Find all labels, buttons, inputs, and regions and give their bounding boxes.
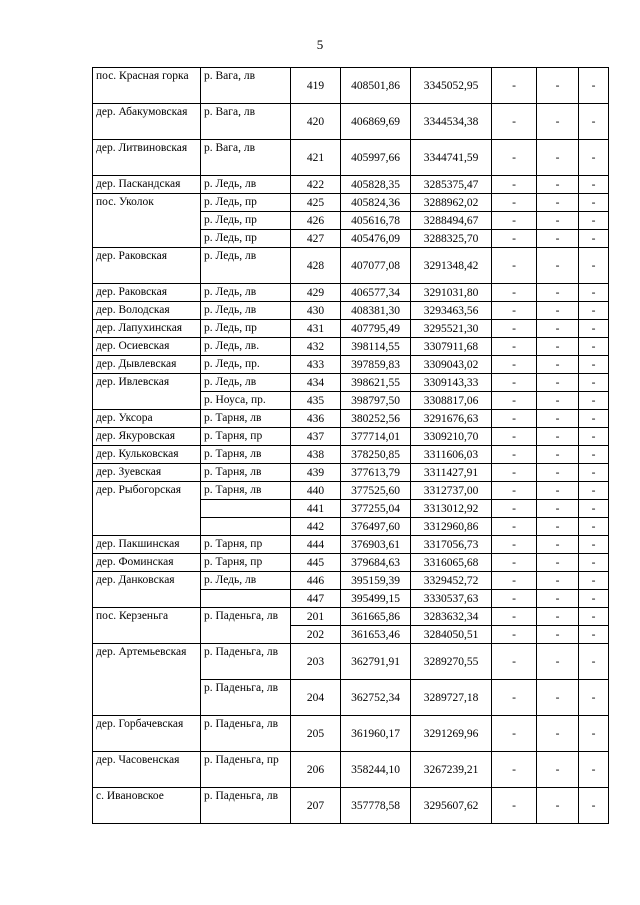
settlement-coordinates-table [92, 67, 609, 824]
river-cell: р. Вага, лв [201, 68, 291, 104]
coord-x-cell: 380252,56 [341, 410, 411, 428]
point-number-cell: 438 [291, 446, 341, 464]
point-number-cell: 433 [291, 356, 341, 374]
dash-cell: - [537, 482, 579, 500]
coord-y-cell: 3317056,73 [411, 536, 492, 554]
coord-x-cell: 405997,66 [341, 140, 411, 176]
dash-cell: - [537, 536, 579, 554]
table-row [93, 374, 609, 392]
coord-x-cell: 376903,61 [341, 536, 411, 554]
coord-y-cell: 3291269,96 [411, 716, 492, 752]
point-number-cell: 446 [291, 572, 341, 590]
river-cell [201, 500, 291, 518]
point-number-cell: 435 [291, 392, 341, 410]
dash-cell: - [579, 680, 609, 716]
dash-cell: - [579, 68, 609, 104]
dash-cell: - [537, 464, 579, 482]
dash-cell: - [579, 338, 609, 356]
dash-cell: - [579, 392, 609, 410]
table-row [93, 482, 609, 500]
coord-y-cell: 3283632,34 [411, 608, 492, 626]
dash-cell: - [492, 482, 537, 500]
dash-cell: - [492, 68, 537, 104]
dash-cell: - [579, 410, 609, 428]
dash-cell: - [537, 194, 579, 212]
dash-cell: - [492, 716, 537, 752]
river-cell: р. Паденьга, пр [201, 752, 291, 788]
river-cell: р. Ледь, лв [201, 284, 291, 302]
dash-cell: - [537, 104, 579, 140]
dash-cell: - [579, 590, 609, 608]
table-row [93, 428, 609, 446]
table-row [93, 608, 609, 626]
table-row [93, 320, 609, 338]
dash-cell: - [492, 788, 537, 824]
dash-cell: - [537, 356, 579, 374]
point-number-cell: 427 [291, 230, 341, 248]
dash-cell: - [492, 428, 537, 446]
settlement-cell: дер. Ивлевская [93, 374, 201, 410]
dash-cell: - [579, 248, 609, 284]
coord-x-cell: 405476,09 [341, 230, 411, 248]
coord-y-cell: 3309210,70 [411, 428, 492, 446]
river-cell: р. Ледь, лв [201, 248, 291, 284]
coord-y-cell: 3267239,21 [411, 752, 492, 788]
table-row [93, 752, 609, 788]
coord-y-cell: 3308817,06 [411, 392, 492, 410]
point-number-cell: 419 [291, 68, 341, 104]
table-row [93, 554, 609, 572]
coord-y-cell: 3330537,63 [411, 590, 492, 608]
coord-x-cell: 397859,83 [341, 356, 411, 374]
table-row [93, 356, 609, 374]
point-number-cell: 444 [291, 536, 341, 554]
point-number-cell: 431 [291, 320, 341, 338]
point-number-cell: 445 [291, 554, 341, 572]
coord-x-cell: 406869,69 [341, 104, 411, 140]
table-row [93, 410, 609, 428]
coord-y-cell: 3309043,02 [411, 356, 492, 374]
river-cell: р. Тарня, пр [201, 428, 291, 446]
river-cell: р. Ледь, пр [201, 230, 291, 248]
river-cell: р. Вага, лв [201, 104, 291, 140]
dash-cell: - [537, 500, 579, 518]
dash-cell: - [579, 716, 609, 752]
dash-cell: - [579, 428, 609, 446]
coord-x-cell: 362791,91 [341, 644, 411, 680]
dash-cell: - [492, 608, 537, 626]
dash-cell: - [579, 320, 609, 338]
river-cell: р. Ледь, пр [201, 194, 291, 212]
coord-x-cell: 398621,55 [341, 374, 411, 392]
dash-cell: - [537, 680, 579, 716]
coord-y-cell: 3307911,68 [411, 338, 492, 356]
coord-x-cell: 361960,17 [341, 716, 411, 752]
settlement-cell: дер. Горбачевская [93, 716, 201, 752]
dash-cell: - [579, 374, 609, 392]
point-number-cell: 206 [291, 752, 341, 788]
settlement-cell: дер. Осиевская [93, 338, 201, 356]
table-body [93, 68, 609, 824]
point-number-cell: 204 [291, 680, 341, 716]
coord-x-cell: 405824,36 [341, 194, 411, 212]
settlement-cell: дер. Литвиновская [93, 140, 201, 176]
coord-y-cell: 3313012,92 [411, 500, 492, 518]
dash-cell: - [492, 518, 537, 536]
settlement-cell: дер. Володская [93, 302, 201, 320]
coord-y-cell: 3289727,18 [411, 680, 492, 716]
river-cell: р. Паденьга, лв [201, 788, 291, 824]
coord-y-cell: 3312737,00 [411, 482, 492, 500]
dash-cell: - [579, 608, 609, 626]
settlement-cell: дер. Якуровская [93, 428, 201, 446]
dash-cell: - [537, 572, 579, 590]
river-cell: р. Ледь, лв. [201, 338, 291, 356]
dash-cell: - [579, 212, 609, 230]
dash-cell: - [492, 572, 537, 590]
coord-x-cell: 407077,08 [341, 248, 411, 284]
dash-cell: - [492, 536, 537, 554]
river-cell: р. Тарня, лв [201, 446, 291, 464]
coord-x-cell: 406577,34 [341, 284, 411, 302]
point-number-cell: 207 [291, 788, 341, 824]
dash-cell: - [537, 284, 579, 302]
dash-cell: - [579, 194, 609, 212]
coord-y-cell: 3291676,63 [411, 410, 492, 428]
coord-x-cell: 361653,46 [341, 626, 411, 644]
settlement-cell: дер. Пакшинская [93, 536, 201, 554]
coord-y-cell: 3288962,02 [411, 194, 492, 212]
river-cell: р. Ледь, пр [201, 320, 291, 338]
dash-cell: - [537, 338, 579, 356]
dash-cell: - [492, 752, 537, 788]
coord-x-cell: 377714,01 [341, 428, 411, 446]
river-cell: р. Тарня, лв [201, 464, 291, 482]
coord-y-cell: 3311427,91 [411, 464, 492, 482]
table-row [93, 140, 609, 176]
dash-cell: - [492, 590, 537, 608]
point-number-cell: 434 [291, 374, 341, 392]
dash-cell: - [537, 590, 579, 608]
dash-cell: - [492, 302, 537, 320]
table-row [93, 446, 609, 464]
table-row [93, 302, 609, 320]
settlement-cell: пос. Уколок [93, 194, 201, 248]
point-number-cell: 428 [291, 248, 341, 284]
coord-x-cell: 379684,63 [341, 554, 411, 572]
river-cell: р. Паденьга, лв [201, 608, 291, 644]
dash-cell: - [537, 248, 579, 284]
settlement-cell: дер. Лапухинская [93, 320, 201, 338]
coord-x-cell: 408501,86 [341, 68, 411, 104]
table-row [93, 572, 609, 590]
point-number-cell: 421 [291, 140, 341, 176]
table-row [93, 716, 609, 752]
coord-y-cell: 3295607,62 [411, 788, 492, 824]
dash-cell: - [492, 104, 537, 140]
point-number-cell: 429 [291, 284, 341, 302]
coord-y-cell: 3344534,38 [411, 104, 492, 140]
dash-cell: - [579, 482, 609, 500]
dash-cell: - [537, 752, 579, 788]
point-number-cell: 425 [291, 194, 341, 212]
coord-x-cell: 407795,49 [341, 320, 411, 338]
dash-cell: - [537, 608, 579, 626]
coord-x-cell: 358244,10 [341, 752, 411, 788]
point-number-cell: 426 [291, 212, 341, 230]
dash-cell: - [537, 554, 579, 572]
table-row [93, 176, 609, 194]
dash-cell: - [537, 176, 579, 194]
coord-y-cell: 3285375,47 [411, 176, 492, 194]
coord-y-cell: 3291348,42 [411, 248, 492, 284]
coord-x-cell: 398114,55 [341, 338, 411, 356]
coord-x-cell: 405616,78 [341, 212, 411, 230]
table-row [93, 194, 609, 212]
dash-cell: - [492, 680, 537, 716]
point-number-cell: 202 [291, 626, 341, 644]
dash-cell: - [492, 374, 537, 392]
table-row [93, 284, 609, 302]
settlement-cell: дер. Абакумовская [93, 104, 201, 140]
dash-cell: - [492, 248, 537, 284]
dash-cell: - [492, 140, 537, 176]
dash-cell: - [492, 644, 537, 680]
point-number-cell: 201 [291, 608, 341, 626]
point-number-cell: 436 [291, 410, 341, 428]
settlement-cell: с. Ивановское [93, 788, 201, 824]
coord-x-cell: 361665,86 [341, 608, 411, 626]
table-row [93, 68, 609, 104]
table-row [93, 338, 609, 356]
coord-y-cell: 3284050,51 [411, 626, 492, 644]
dash-cell: - [492, 356, 537, 374]
dash-cell: - [537, 446, 579, 464]
dash-cell: - [537, 140, 579, 176]
dash-cell: - [492, 410, 537, 428]
dash-cell: - [579, 446, 609, 464]
river-cell: р. Паденьга, лв [201, 644, 291, 680]
point-number-cell: 442 [291, 518, 341, 536]
river-cell: р. Тарня, пр [201, 554, 291, 572]
dash-cell: - [579, 176, 609, 194]
table-row [93, 788, 609, 824]
river-cell: р. Паденьга, лв [201, 716, 291, 752]
coord-x-cell: 357778,58 [341, 788, 411, 824]
river-cell: р. Ледь, лв [201, 572, 291, 590]
coord-y-cell: 3344741,59 [411, 140, 492, 176]
point-number-cell: 439 [291, 464, 341, 482]
coord-x-cell: 376497,60 [341, 518, 411, 536]
settlement-cell: дер. Часовенская [93, 752, 201, 788]
point-number-cell: 203 [291, 644, 341, 680]
dash-cell: - [537, 392, 579, 410]
dash-cell: - [579, 284, 609, 302]
dash-cell: - [579, 302, 609, 320]
dash-cell: - [537, 644, 579, 680]
table-row [93, 248, 609, 284]
point-number-cell: 441 [291, 500, 341, 518]
river-cell: р. Ноуса, пр. [201, 392, 291, 410]
dash-cell: - [579, 536, 609, 554]
river-cell: р. Ледь, лв [201, 302, 291, 320]
dash-cell: - [537, 410, 579, 428]
table-row [93, 464, 609, 482]
table-row [93, 104, 609, 140]
coord-y-cell: 3291031,80 [411, 284, 492, 302]
coord-x-cell: 405828,35 [341, 176, 411, 194]
coord-y-cell: 3316065,68 [411, 554, 492, 572]
dash-cell: - [579, 230, 609, 248]
coord-y-cell: 3309143,33 [411, 374, 492, 392]
dash-cell: - [537, 230, 579, 248]
coord-x-cell: 395499,15 [341, 590, 411, 608]
dash-cell: - [492, 554, 537, 572]
dash-cell: - [537, 212, 579, 230]
dash-cell: - [537, 518, 579, 536]
dash-cell: - [537, 716, 579, 752]
dash-cell: - [537, 374, 579, 392]
coord-x-cell: 377255,04 [341, 500, 411, 518]
dash-cell: - [579, 464, 609, 482]
point-number-cell: 447 [291, 590, 341, 608]
coord-y-cell: 3288325,70 [411, 230, 492, 248]
coord-y-cell: 3288494,67 [411, 212, 492, 230]
dash-cell: - [492, 446, 537, 464]
table-row [93, 536, 609, 554]
dash-cell: - [537, 428, 579, 446]
dash-cell: - [492, 392, 537, 410]
settlement-cell: дер. Раковская [93, 284, 201, 302]
settlement-cell: дер. Фоминская [93, 554, 201, 572]
coord-y-cell: 3329452,72 [411, 572, 492, 590]
settlement-cell: дер. Зуевская [93, 464, 201, 482]
point-number-cell: 205 [291, 716, 341, 752]
dash-cell: - [579, 104, 609, 140]
dash-cell: - [579, 788, 609, 824]
dash-cell: - [492, 176, 537, 194]
dash-cell: - [492, 194, 537, 212]
river-cell: р. Ледь, лв [201, 176, 291, 194]
dash-cell: - [492, 212, 537, 230]
coord-y-cell: 3293463,56 [411, 302, 492, 320]
coord-y-cell: 3289270,55 [411, 644, 492, 680]
point-number-cell: 432 [291, 338, 341, 356]
river-cell [201, 590, 291, 608]
point-number-cell: 440 [291, 482, 341, 500]
dash-cell: - [492, 464, 537, 482]
river-cell: р. Ледь, пр. [201, 356, 291, 374]
dash-cell: - [537, 320, 579, 338]
coord-x-cell: 362752,34 [341, 680, 411, 716]
dash-cell: - [579, 572, 609, 590]
point-number-cell: 437 [291, 428, 341, 446]
settlement-cell: пос. Керзеньга [93, 608, 201, 644]
river-cell: р. Паденьга, лв [201, 680, 291, 716]
dash-cell: - [579, 140, 609, 176]
point-number-cell: 430 [291, 302, 341, 320]
settlement-cell: дер. Дывлевская [93, 356, 201, 374]
river-cell: р. Ледь, лв [201, 374, 291, 392]
coord-x-cell: 398797,50 [341, 392, 411, 410]
river-cell: р. Тарня, лв [201, 410, 291, 428]
settlement-cell: дер. Артемьевская [93, 644, 201, 716]
dash-cell: - [579, 626, 609, 644]
dash-cell: - [492, 320, 537, 338]
dash-cell: - [537, 788, 579, 824]
coord-y-cell: 3312960,86 [411, 518, 492, 536]
dash-cell: - [492, 230, 537, 248]
river-cell: р. Ледь, пр [201, 212, 291, 230]
coord-x-cell: 408381,30 [341, 302, 411, 320]
settlement-cell: дер. Данковская [93, 572, 201, 608]
river-cell: р. Вага, лв [201, 140, 291, 176]
coord-x-cell: 377613,79 [341, 464, 411, 482]
dash-cell: - [579, 356, 609, 374]
coord-x-cell: 378250,85 [341, 446, 411, 464]
dash-cell: - [492, 338, 537, 356]
dash-cell: - [537, 68, 579, 104]
river-cell [201, 518, 291, 536]
settlement-cell: дер. Уксора [93, 410, 201, 428]
coord-y-cell: 3311606,03 [411, 446, 492, 464]
table-row [93, 644, 609, 680]
river-cell: р. Тарня, пр [201, 536, 291, 554]
dash-cell: - [537, 302, 579, 320]
coord-y-cell: 3345052,95 [411, 68, 492, 104]
coord-y-cell: 3295521,30 [411, 320, 492, 338]
dash-cell: - [492, 626, 537, 644]
dash-cell: - [492, 284, 537, 302]
dash-cell: - [537, 626, 579, 644]
dash-cell: - [579, 644, 609, 680]
settlement-cell: дер. Раковская [93, 248, 201, 284]
dash-cell: - [492, 500, 537, 518]
coord-x-cell: 377525,60 [341, 482, 411, 500]
settlement-cell: дер. Рыбогорская [93, 482, 201, 536]
dash-cell: - [579, 554, 609, 572]
dash-cell: - [579, 500, 609, 518]
settlement-cell: дер. Паскандская [93, 176, 201, 194]
coord-x-cell: 395159,39 [341, 572, 411, 590]
point-number-cell: 420 [291, 104, 341, 140]
river-cell: р. Тарня, лв [201, 482, 291, 500]
page-number: 5 [316, 37, 324, 52]
dash-cell: - [579, 518, 609, 536]
dash-cell: - [579, 752, 609, 788]
settlement-cell: дер. Кульковская [93, 446, 201, 464]
settlement-cell: пос. Красная горка [93, 68, 201, 104]
point-number-cell: 422 [291, 176, 341, 194]
